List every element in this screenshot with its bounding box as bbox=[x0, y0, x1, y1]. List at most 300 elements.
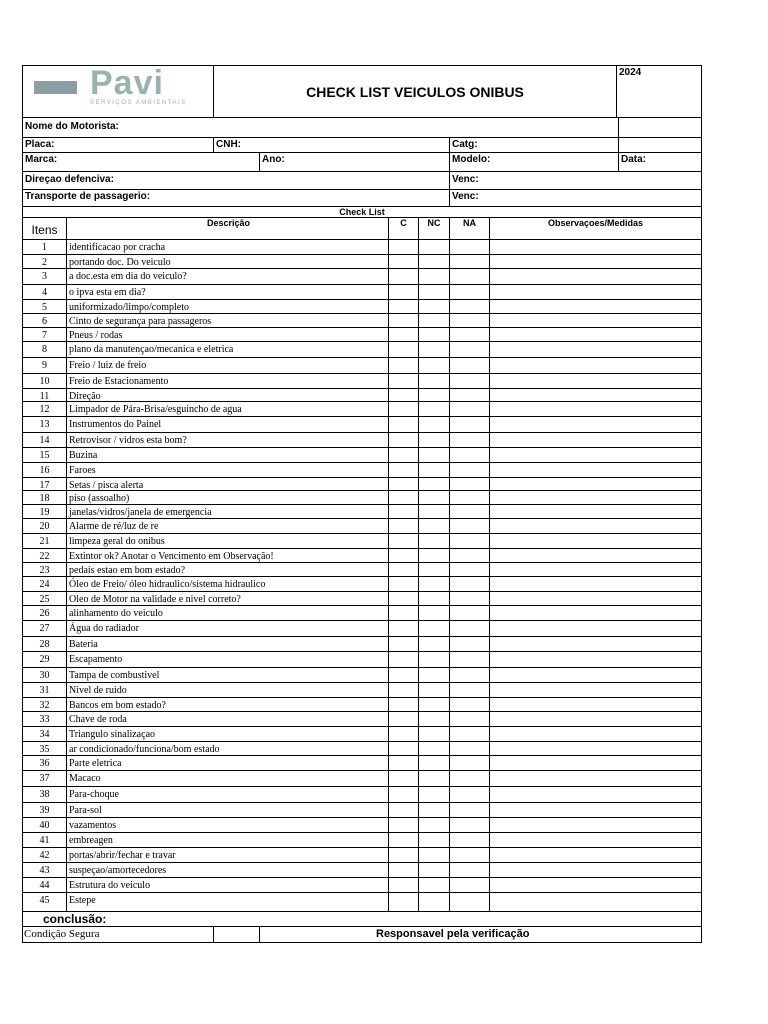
checklist-title: Check List bbox=[339, 207, 385, 217]
item-description: janelas/vidros/janela de emergencia bbox=[67, 505, 389, 518]
check-nc-cell[interactable] bbox=[419, 727, 450, 741]
observation-cell[interactable] bbox=[490, 534, 701, 548]
item-number: 42 bbox=[23, 848, 67, 862]
check-c-cell[interactable] bbox=[389, 285, 419, 299]
item-description: Estepe bbox=[67, 893, 389, 911]
conclusion-label: conclusão: bbox=[43, 912, 107, 926]
plate-field[interactable]: Placa: bbox=[23, 138, 214, 152]
item-description: plano da manutençao/mecanica e eletrica bbox=[67, 342, 389, 357]
check-c-cell[interactable] bbox=[389, 683, 419, 697]
observation-cell[interactable] bbox=[490, 269, 701, 284]
check-na-cell[interactable] bbox=[450, 577, 490, 591]
observation-cell[interactable] bbox=[490, 300, 701, 313]
item-number: 27 bbox=[23, 621, 67, 636]
check-na-cell[interactable] bbox=[450, 863, 490, 877]
check-c-cell[interactable] bbox=[389, 534, 419, 548]
item-number: 2 bbox=[23, 255, 67, 268]
item-number: 7 bbox=[23, 328, 67, 341]
form-header bbox=[22, 65, 702, 118]
observation-cell[interactable] bbox=[490, 358, 701, 373]
check-c-cell[interactable] bbox=[389, 606, 419, 620]
check-nc-cell[interactable] bbox=[419, 402, 450, 416]
observation-cell[interactable] bbox=[490, 448, 701, 462]
observation-cell[interactable] bbox=[490, 606, 701, 620]
check-c-cell[interactable] bbox=[389, 342, 419, 357]
safe-condition-label: Condição Segura bbox=[23, 927, 214, 942]
observation-cell[interactable] bbox=[490, 478, 701, 490]
date-field[interactable]: Data: bbox=[621, 154, 647, 165]
check-c-cell[interactable] bbox=[389, 863, 419, 877]
expiry-field-1[interactable]: Venc: bbox=[452, 174, 479, 185]
check-na-cell[interactable] bbox=[450, 848, 490, 862]
check-c-cell[interactable] bbox=[389, 756, 419, 770]
checklist-sheet bbox=[22, 65, 702, 943]
passenger-row bbox=[22, 190, 702, 207]
check-na-cell[interactable] bbox=[450, 652, 490, 667]
check-c-cell[interactable] bbox=[389, 652, 419, 667]
company-logo bbox=[23, 66, 214, 117]
table-row bbox=[22, 285, 702, 300]
check-na-cell[interactable] bbox=[450, 505, 490, 518]
observation-cell[interactable] bbox=[490, 463, 701, 477]
observation-cell[interactable] bbox=[490, 417, 701, 432]
driver-row bbox=[22, 118, 702, 138]
item-description: portando doc. Do veiculo bbox=[67, 255, 389, 268]
check-na-cell[interactable] bbox=[450, 358, 490, 373]
logo-bar-icon bbox=[34, 81, 77, 94]
check-c-cell[interactable] bbox=[389, 727, 419, 741]
check-c-cell[interactable] bbox=[389, 269, 419, 284]
item-number: 10 bbox=[23, 374, 67, 388]
table-row bbox=[22, 683, 702, 698]
table-row bbox=[22, 727, 702, 742]
item-number: 8 bbox=[23, 342, 67, 357]
item-number: 3 bbox=[23, 269, 67, 284]
item-number: 15 bbox=[23, 448, 67, 462]
check-na-cell[interactable] bbox=[450, 727, 490, 741]
observation-cell[interactable] bbox=[490, 374, 701, 388]
check-na-cell[interactable] bbox=[450, 328, 490, 341]
check-nc-cell[interactable] bbox=[419, 577, 450, 591]
check-na-cell[interactable] bbox=[450, 448, 490, 462]
check-nc-cell[interactable] bbox=[419, 833, 450, 847]
item-description: Triangulo sinalizaçao bbox=[67, 727, 389, 741]
observation-cell[interactable] bbox=[490, 833, 701, 847]
check-c-cell[interactable] bbox=[389, 389, 419, 401]
check-nc-cell[interactable] bbox=[419, 563, 450, 576]
observation-cell[interactable] bbox=[490, 621, 701, 636]
check-c-cell[interactable] bbox=[389, 491, 419, 504]
check-na-cell[interactable] bbox=[450, 756, 490, 770]
check-na-cell[interactable] bbox=[450, 417, 490, 432]
observation-cell[interactable] bbox=[490, 519, 701, 533]
check-c-cell[interactable] bbox=[389, 833, 419, 847]
item-description: Chave de roda bbox=[67, 712, 389, 726]
table-row bbox=[22, 833, 702, 848]
check-nc-cell[interactable] bbox=[419, 448, 450, 462]
check-nc-cell[interactable] bbox=[419, 771, 450, 786]
item-number: 28 bbox=[23, 637, 67, 651]
observation-cell[interactable] bbox=[490, 848, 701, 862]
check-c-cell[interactable] bbox=[389, 698, 419, 711]
observation-cell[interactable] bbox=[490, 712, 701, 726]
item-number: 6 bbox=[23, 314, 67, 327]
observation-cell[interactable] bbox=[490, 549, 701, 562]
table-row bbox=[22, 818, 702, 833]
check-na-cell[interactable] bbox=[450, 300, 490, 313]
observation-cell[interactable] bbox=[490, 285, 701, 299]
observation-cell[interactable] bbox=[490, 756, 701, 770]
observation-cell[interactable] bbox=[490, 240, 701, 254]
item-description: portas/abrir/fechar e travar bbox=[67, 848, 389, 862]
check-na-cell[interactable] bbox=[450, 698, 490, 711]
check-nc-cell[interactable] bbox=[419, 787, 450, 802]
check-na-cell[interactable] bbox=[450, 285, 490, 299]
form-title: CHECK LIST VEICULOS ONIBUS bbox=[214, 66, 617, 117]
item-number: 32 bbox=[23, 698, 67, 711]
check-c-cell[interactable] bbox=[389, 577, 419, 591]
observation-cell[interactable] bbox=[490, 433, 701, 447]
year-field[interactable]: Ano: bbox=[260, 153, 450, 171]
item-number: 25 bbox=[23, 592, 67, 605]
item-number: 9 bbox=[23, 358, 67, 373]
item-number: 12 bbox=[23, 402, 67, 416]
observation-cell[interactable] bbox=[490, 878, 701, 892]
check-na-cell[interactable] bbox=[450, 833, 490, 847]
check-nc-cell[interactable] bbox=[419, 505, 450, 518]
check-c-cell[interactable] bbox=[389, 478, 419, 490]
check-na-cell[interactable] bbox=[450, 606, 490, 620]
item-description: Extintor ok? Anotar o Vencimento em Observação! bbox=[67, 549, 389, 562]
item-description: Parte eletrica bbox=[67, 756, 389, 770]
item-description: Estrutura do veiculo bbox=[67, 878, 389, 892]
check-nc-cell[interactable] bbox=[419, 519, 450, 533]
check-c-cell[interactable] bbox=[389, 402, 419, 416]
item-description: Nivel de ruido bbox=[67, 683, 389, 697]
check-c-cell[interactable] bbox=[389, 803, 419, 817]
observation-cell[interactable] bbox=[490, 389, 701, 401]
check-c-cell[interactable] bbox=[389, 668, 419, 682]
category-field[interactable]: Catg: bbox=[450, 138, 619, 152]
item-number: 22 bbox=[23, 549, 67, 562]
check-c-cell[interactable] bbox=[389, 463, 419, 477]
item-number: 24 bbox=[23, 577, 67, 591]
check-nc-cell[interactable] bbox=[419, 491, 450, 504]
logo-wordmark: Pavi bbox=[90, 64, 164, 102]
check-c-cell[interactable] bbox=[389, 592, 419, 605]
check-c-cell[interactable] bbox=[389, 848, 419, 862]
check-c-cell[interactable] bbox=[389, 374, 419, 388]
defensive-driving-field[interactable]: Direçao defenciva: bbox=[23, 172, 450, 189]
observation-cell[interactable] bbox=[490, 683, 701, 697]
item-description: Macaco bbox=[67, 771, 389, 786]
check-c-cell[interactable] bbox=[389, 417, 419, 432]
item-description: uniformizado/limpo/completo bbox=[67, 300, 389, 313]
observation-cell[interactable] bbox=[490, 742, 701, 755]
check-na-cell[interactable] bbox=[450, 389, 490, 401]
item-number: 19 bbox=[23, 505, 67, 518]
observation-cell[interactable] bbox=[490, 637, 701, 651]
item-description: Óleo de Freio/ óleo hidraulico/sistema hidraulico bbox=[67, 577, 389, 591]
check-c-cell[interactable] bbox=[389, 505, 419, 518]
observation-cell[interactable] bbox=[490, 803, 701, 817]
item-description: Cinto de segurança para passageros bbox=[67, 314, 389, 327]
check-nc-cell[interactable] bbox=[419, 668, 450, 682]
check-c-cell[interactable] bbox=[389, 787, 419, 802]
observation-cell[interactable] bbox=[490, 402, 701, 416]
check-c-cell[interactable] bbox=[389, 893, 419, 911]
observation-cell[interactable] bbox=[490, 818, 701, 832]
table-row bbox=[22, 255, 702, 269]
item-number: 23 bbox=[23, 563, 67, 576]
table-row bbox=[22, 389, 702, 402]
check-c-cell[interactable] bbox=[389, 771, 419, 786]
check-c-cell[interactable] bbox=[389, 519, 419, 533]
item-number: 41 bbox=[23, 833, 67, 847]
table-row bbox=[22, 893, 702, 912]
check-nc-cell[interactable] bbox=[419, 698, 450, 711]
check-na-cell[interactable] bbox=[450, 240, 490, 254]
item-description: Retrovisor / vidros esta bom? bbox=[67, 433, 389, 447]
item-description: alinhamento do veiculo bbox=[67, 606, 389, 620]
check-nc-cell[interactable] bbox=[419, 803, 450, 817]
table-row bbox=[22, 374, 702, 389]
table-row bbox=[22, 577, 702, 592]
col-nc: NC bbox=[419, 218, 450, 239]
item-description: Direção bbox=[67, 389, 389, 401]
item-description: Para-sol bbox=[67, 803, 389, 817]
check-na-cell[interactable] bbox=[450, 269, 490, 284]
table-row bbox=[22, 448, 702, 463]
col-observations: Observaçoes/Medidas bbox=[547, 218, 644, 228]
table-row bbox=[22, 240, 702, 255]
check-na-cell[interactable] bbox=[450, 463, 490, 477]
check-nc-cell[interactable] bbox=[419, 314, 450, 327]
observation-cell[interactable] bbox=[490, 342, 701, 357]
check-c-cell[interactable] bbox=[389, 300, 419, 313]
check-c-cell[interactable] bbox=[389, 433, 419, 447]
item-number: 34 bbox=[23, 727, 67, 741]
item-description: Pneus / rodas bbox=[67, 328, 389, 341]
check-nc-cell[interactable] bbox=[419, 637, 450, 651]
table-row bbox=[22, 652, 702, 668]
check-nc-cell[interactable] bbox=[419, 433, 450, 447]
table-row bbox=[22, 328, 702, 342]
check-nc-cell[interactable] bbox=[419, 255, 450, 268]
item-description: pedais estao em bom estado? bbox=[67, 563, 389, 576]
check-nc-cell[interactable] bbox=[419, 478, 450, 490]
observation-cell[interactable] bbox=[490, 698, 701, 711]
check-nc-cell[interactable] bbox=[419, 328, 450, 341]
table-row bbox=[22, 606, 702, 621]
check-na-cell[interactable] bbox=[450, 563, 490, 576]
observation-cell[interactable] bbox=[490, 563, 701, 576]
check-na-cell[interactable] bbox=[450, 712, 490, 726]
item-description: Para-choque bbox=[67, 787, 389, 802]
conclusion-row bbox=[22, 912, 702, 927]
table-row bbox=[22, 803, 702, 818]
observation-cell[interactable] bbox=[490, 328, 701, 341]
check-c-cell[interactable] bbox=[389, 818, 419, 832]
expiry-field-2[interactable]: Venc: bbox=[452, 191, 479, 202]
check-na-cell[interactable] bbox=[450, 374, 490, 388]
table-row bbox=[22, 848, 702, 863]
check-na-cell[interactable] bbox=[450, 549, 490, 562]
check-nc-cell[interactable] bbox=[419, 463, 450, 477]
check-na-cell[interactable] bbox=[450, 314, 490, 327]
check-na-cell[interactable] bbox=[450, 787, 490, 802]
observation-cell[interactable] bbox=[490, 893, 701, 911]
observation-cell[interactable] bbox=[490, 668, 701, 682]
observation-cell[interactable] bbox=[490, 255, 701, 268]
check-na-cell[interactable] bbox=[450, 491, 490, 504]
col-items: Itens bbox=[23, 218, 67, 239]
item-number: 39 bbox=[23, 803, 67, 817]
check-nc-cell[interactable] bbox=[419, 240, 450, 254]
brand-field[interactable]: Marca: bbox=[23, 153, 260, 171]
checklist-rows bbox=[22, 240, 702, 912]
check-c-cell[interactable] bbox=[389, 358, 419, 373]
observation-cell[interactable] bbox=[490, 592, 701, 605]
plate-row bbox=[22, 138, 702, 153]
observation-cell[interactable] bbox=[490, 652, 701, 667]
table-row bbox=[22, 402, 702, 417]
check-nc-cell[interactable] bbox=[419, 742, 450, 755]
observation-cell[interactable] bbox=[490, 314, 701, 327]
item-number: 26 bbox=[23, 606, 67, 620]
check-nc-cell[interactable] bbox=[419, 818, 450, 832]
check-c-cell[interactable] bbox=[389, 314, 419, 327]
check-na-cell[interactable] bbox=[450, 878, 490, 892]
item-description: Tampa de combustivel bbox=[67, 668, 389, 682]
check-c-cell[interactable] bbox=[389, 878, 419, 892]
signature-row bbox=[22, 927, 702, 943]
check-nc-cell[interactable] bbox=[419, 683, 450, 697]
check-c-cell[interactable] bbox=[389, 742, 419, 755]
check-nc-cell[interactable] bbox=[419, 417, 450, 432]
item-description: Freio de Estacionamento bbox=[67, 374, 389, 388]
check-na-cell[interactable] bbox=[450, 683, 490, 697]
item-number: 4 bbox=[23, 285, 67, 299]
item-description: Instrumentos do Painel bbox=[67, 417, 389, 432]
item-description: Bateria bbox=[67, 637, 389, 651]
check-nc-cell[interactable] bbox=[419, 712, 450, 726]
check-na-cell[interactable] bbox=[450, 803, 490, 817]
table-row bbox=[22, 534, 702, 549]
observation-cell[interactable] bbox=[490, 787, 701, 802]
table-row bbox=[22, 563, 702, 577]
item-number: 45 bbox=[23, 893, 67, 911]
check-nc-cell[interactable] bbox=[419, 534, 450, 548]
check-nc-cell[interactable] bbox=[419, 863, 450, 877]
check-na-cell[interactable] bbox=[450, 621, 490, 636]
check-na-cell[interactable] bbox=[450, 771, 490, 786]
table-row bbox=[22, 549, 702, 563]
check-na-cell[interactable] bbox=[450, 255, 490, 268]
check-nc-cell[interactable] bbox=[419, 606, 450, 620]
check-c-cell[interactable] bbox=[389, 328, 419, 341]
observation-cell[interactable] bbox=[490, 727, 701, 741]
check-c-cell[interactable] bbox=[389, 549, 419, 562]
item-description: identificacao por cracha bbox=[67, 240, 389, 254]
check-nc-cell[interactable] bbox=[419, 374, 450, 388]
check-nc-cell[interactable] bbox=[419, 342, 450, 357]
passenger-transport-field[interactable]: Transporte de passagerio: bbox=[23, 190, 450, 206]
check-na-cell[interactable] bbox=[450, 534, 490, 548]
check-nc-cell[interactable] bbox=[419, 878, 450, 892]
table-row bbox=[22, 433, 702, 448]
check-nc-cell[interactable] bbox=[419, 549, 450, 562]
check-na-cell[interactable] bbox=[450, 818, 490, 832]
check-nc-cell[interactable] bbox=[419, 848, 450, 862]
col-na: NA bbox=[450, 218, 490, 239]
check-nc-cell[interactable] bbox=[419, 389, 450, 401]
item-description: Oleo de Motor na validade e nivel correto? bbox=[67, 592, 389, 605]
table-row bbox=[22, 592, 702, 606]
check-na-cell[interactable] bbox=[450, 519, 490, 533]
model-field[interactable]: Modelo: bbox=[450, 153, 619, 171]
item-description: Buzina bbox=[67, 448, 389, 462]
check-c-cell[interactable] bbox=[389, 637, 419, 651]
check-nc-cell[interactable] bbox=[419, 592, 450, 605]
check-nc-cell[interactable] bbox=[419, 285, 450, 299]
item-number: 1 bbox=[23, 240, 67, 254]
check-nc-cell[interactable] bbox=[419, 269, 450, 284]
check-nc-cell[interactable] bbox=[419, 756, 450, 770]
check-na-cell[interactable] bbox=[450, 893, 490, 911]
check-c-cell[interactable] bbox=[389, 240, 419, 254]
check-na-cell[interactable] bbox=[450, 433, 490, 447]
check-nc-cell[interactable] bbox=[419, 358, 450, 373]
check-nc-cell[interactable] bbox=[419, 621, 450, 636]
check-na-cell[interactable] bbox=[450, 637, 490, 651]
check-c-cell[interactable] bbox=[389, 621, 419, 636]
check-na-cell[interactable] bbox=[450, 742, 490, 755]
check-na-cell[interactable] bbox=[450, 478, 490, 490]
cnh-field[interactable]: CNH: bbox=[214, 138, 450, 152]
check-nc-cell[interactable] bbox=[419, 893, 450, 911]
observation-cell[interactable] bbox=[490, 505, 701, 518]
check-na-cell[interactable] bbox=[450, 342, 490, 357]
col-description: Descrição bbox=[67, 218, 389, 239]
table-row bbox=[22, 668, 702, 683]
item-description: ar condicionado/funciona/bom estado bbox=[67, 742, 389, 755]
check-na-cell[interactable] bbox=[450, 592, 490, 605]
check-c-cell[interactable] bbox=[389, 255, 419, 268]
item-number: 36 bbox=[23, 756, 67, 770]
check-nc-cell[interactable] bbox=[419, 652, 450, 667]
observation-cell[interactable] bbox=[490, 771, 701, 786]
observation-cell[interactable] bbox=[490, 577, 701, 591]
responsible-label: Responsavel pela verificação bbox=[376, 928, 530, 940]
check-na-cell[interactable] bbox=[450, 402, 490, 416]
item-description: o ipva esta em dia? bbox=[67, 285, 389, 299]
safe-condition-box[interactable] bbox=[214, 927, 260, 942]
check-c-cell[interactable] bbox=[389, 448, 419, 462]
item-number: 35 bbox=[23, 742, 67, 755]
driver-name-field[interactable]: Nome do Motorista: bbox=[23, 118, 619, 137]
table-header bbox=[22, 218, 702, 240]
observation-cell[interactable] bbox=[490, 863, 701, 877]
check-nc-cell[interactable] bbox=[419, 300, 450, 313]
check-na-cell[interactable] bbox=[450, 668, 490, 682]
observation-cell[interactable] bbox=[490, 491, 701, 504]
table-row bbox=[22, 863, 702, 878]
check-c-cell[interactable] bbox=[389, 563, 419, 576]
item-number: 40 bbox=[23, 818, 67, 832]
check-c-cell[interactable] bbox=[389, 712, 419, 726]
item-description: Setas / pisca alerta bbox=[67, 478, 389, 490]
